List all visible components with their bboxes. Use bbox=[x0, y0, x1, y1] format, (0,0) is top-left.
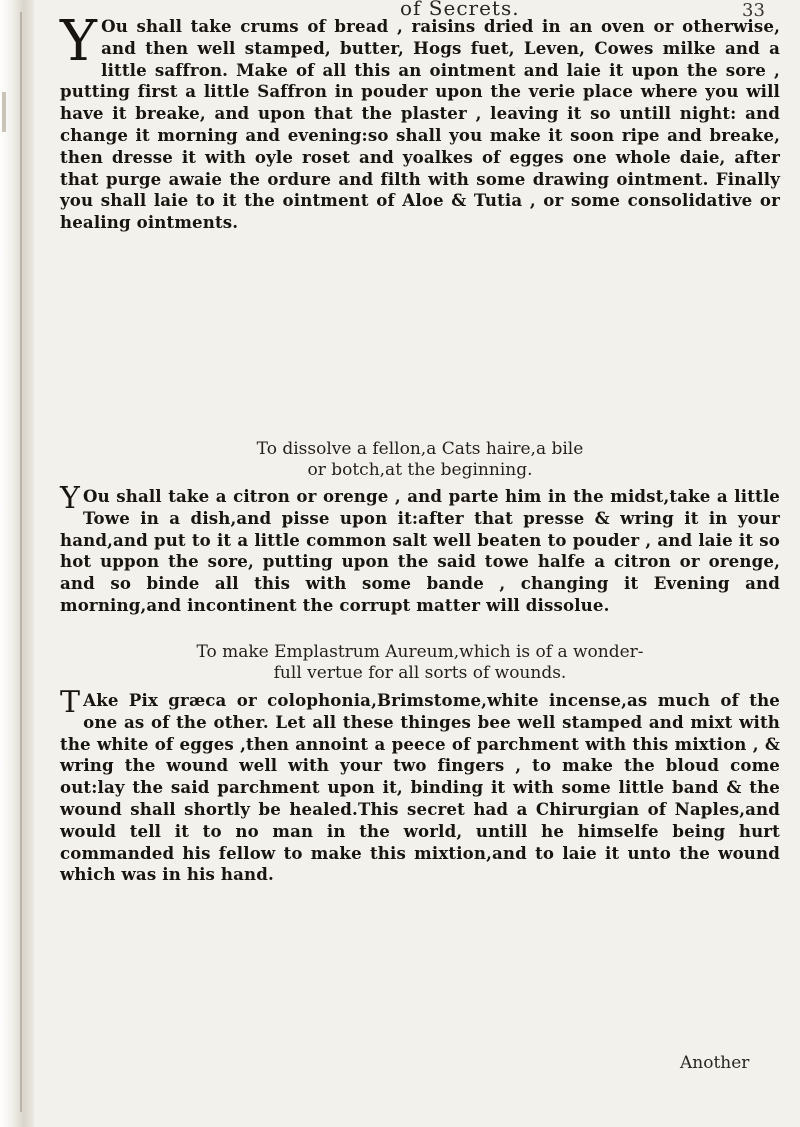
dropcap: Y bbox=[60, 9, 98, 74]
paragraph-text: Ou shall take crums of bread , raisins dried in an oven or otherwise, and then well stamped, butter, Hogs fuet, Leven, Cowes milke and a little saffron. Make of all this an ointment and laie it upon the sore , putting first a little Saffron in pouder upon the verie place where you will have it breake, and upon that the plaster , leaving it so untill night: and change it morning and evening:so shall you make it soon ripe and breake, then dresse it with oyle roset and yoalkes of egges one whole daie, after that purge awaie the ordure and filth with some drawing ointment. Finally you shall laie to it the ointment of Aloe & Tutia , or some consolidative or healing ointments. bbox=[60, 16, 780, 233]
dropcap: Y bbox=[60, 481, 80, 516]
heading-line: To dissolve a fellon,a Cats haire,a bile bbox=[256, 439, 584, 459]
recipe-heading-2 bbox=[60, 642, 780, 684]
binding-gutter bbox=[0, 0, 34, 1127]
page-number: 33 bbox=[742, 0, 765, 21]
paragraph-text: Ake Pix græca or colophonia,Brimstome,white incense,as much of the one as of the other. Let all these thinges bee well stamped and mixt with the white of egges ,then annoint a peece of parchment with this mixtion , & wring the wound well with your two fingers , to make the bloud come out:lay the said parchment upon it, binding it with some little band & the wound shall shortly be healed.This secret had a Chirurgian of Naples,and would tell it to no man in the world, untill he himselfe being hurt commanded his fellow to make this mixtion,and to laie it unto the wound which was in his hand. bbox=[60, 690, 780, 885]
recipe-paragraph-2 bbox=[60, 481, 780, 617]
heading-line: To make Emplastrum Aureum,which is of a wonder- bbox=[196, 642, 644, 662]
recipe-heading-1 bbox=[60, 439, 780, 481]
gutter-mark bbox=[2, 92, 6, 132]
recipe-paragraph-3 bbox=[60, 685, 780, 886]
running-head: of Secrets. bbox=[400, 0, 520, 20]
dropcap: T bbox=[60, 685, 81, 720]
heading-line: full vertue for all sorts of wounds. bbox=[273, 663, 567, 683]
catchword: Another bbox=[680, 1053, 750, 1073]
heading-line: or botch,at the beginning. bbox=[307, 460, 533, 480]
paragraph-text: Ou shall take a citron or orenge , and parte him in the midst,take a little Towe in a dish,and pisse upon it:after that presse & wring it in your hand,and put to it a little common salt well beaten to pouder , and laie it so hot uppon the sore, putting upon the said towe halfe a citron or orenge, and so binde all this with some bande , changing it Evening and morning,and incontinent the corrupt matter will dissolue. bbox=[60, 486, 780, 615]
gutter-rule bbox=[20, 12, 22, 1112]
